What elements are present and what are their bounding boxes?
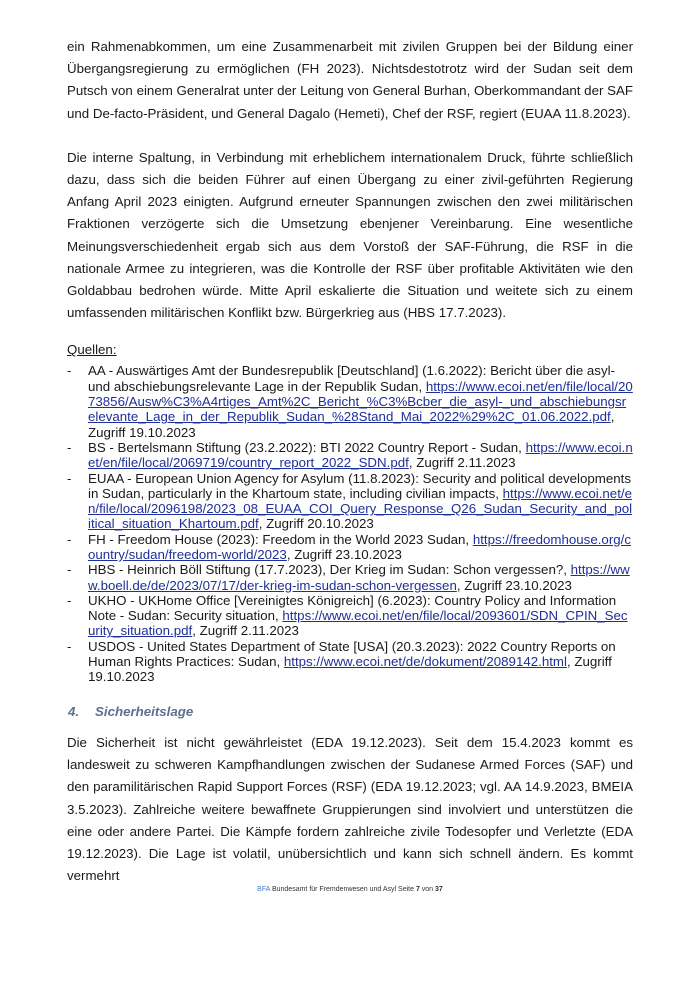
source-item-fh xyxy=(67,532,633,563)
source-item-euaa xyxy=(67,471,633,532)
document-page xyxy=(67,36,633,888)
source-item-bs xyxy=(67,440,633,471)
source-text: FH - Freedom House (2023): Freedom in the World 2023 Sudan, xyxy=(88,531,473,547)
source-item-usdos xyxy=(67,639,633,685)
sources-list xyxy=(67,363,633,684)
section-title: Sicherheitslage xyxy=(95,703,194,719)
source-access: , Zugriff 23.10.2023 xyxy=(286,547,402,562)
bullet-dash: - xyxy=(67,470,72,486)
source-access: , Zugriff 19.10.2023 xyxy=(88,654,612,685)
bullet-dash: - xyxy=(67,562,72,578)
footer-brand: BFA xyxy=(257,886,271,893)
source-item-hbs xyxy=(67,562,633,593)
source-access: , Zugriff 19.10.2023 xyxy=(88,409,615,440)
source-link[interactable]: https://www.ecoi.net/en/file/local/2093601/SDN_CPIN_Security_situation.pdf xyxy=(88,608,628,639)
footer-org: Bundesamt für Fremdenwesen und Asyl Seite xyxy=(270,886,416,893)
source-access: , Zugriff 2.11.2023 xyxy=(408,455,516,471)
source-link[interactable]: https://www.ecoi.net/en/file/local/2096198/2023_08_EUAA_COI_Query_Response_Q26_Sudan_Security_and_political_situation_Khartoum.pdf xyxy=(88,485,633,532)
source-text: HBS - Heinrich Böll Stiftung (17.7.2023), Der Krieg im Sudan: Schon vergessen?, xyxy=(88,562,571,578)
source-item-aa xyxy=(67,363,633,439)
bullet-dash: - xyxy=(67,531,72,547)
bullet-dash: - xyxy=(67,439,72,455)
footer-page-number: 7 xyxy=(415,886,420,893)
footer-of: von xyxy=(419,886,436,893)
source-link[interactable]: https://www.ecoi.net/en/file/local/2073856/Ausw%C3%A4rtiges_Amt%2C_Bericht_%C3%Bcber_die_asyl-_und_abschiebungsrelevante_Lage_in_der_Republik_Sudan_%28Stand_Mai_2022%29%2C_01.06.2022.pdf xyxy=(88,378,633,425)
source-access: , Zugriff 2.11.2023 xyxy=(192,623,299,639)
source-item-ukho xyxy=(67,593,633,639)
bullet-dash: - xyxy=(67,638,72,654)
source-text: BS - Bertelsmann Stiftung (23.2.2022): BTI 2022 Country Report - Sudan, xyxy=(88,439,526,455)
section-heading xyxy=(67,702,633,722)
source-link[interactable]: https://www.ecoi.net/en/file/local/2069719/country_report_2022_SDN.pdf xyxy=(88,439,633,471)
paragraph-governance: ein Rahmenabkommen, um eine Zusammenarbeit mit zivilen Gruppen bei der Bildung einer Übergangsregierung zu ermöglichen (FH 2023). Nichtsdestotrotz wird der Sudan seit dem Putsch von einem Generalrat unter der Leitung von General Burhan, Oberkommandant der SAF und De-facto-Präsident, und General Dagalo (Hemeti), Chef der RSF, regiert (EUAA 11.8.2023). xyxy=(67,39,633,121)
sources-label: Quellen: xyxy=(67,342,117,358)
source-text: USDOS - United States Department of State [USA] (20.3.2023): 2022 Country Reports on Human Rights Practices: Sudan, xyxy=(88,638,616,670)
section-number: 4. xyxy=(68,703,80,719)
source-access: , Zugriff 23.10.2023 xyxy=(456,577,572,593)
paragraph-security-situation: Die Sicherheit ist nicht gewährleistet (EDA 19.12.2023). Seit dem 15.4.2023 kommt es landesweit zu schweren Kampfhandlungen zwischen der Sudanese Armed Forces (SAF) und den paramilitärischen Rapid Support Forces (RSF) (EDA 19.12.2023; vgl. AA 14.9.2023, BMEIA 3.5.2023). Zahlreiche weitere bewaffnete Gruppierungen sind involviert und unterstützen die eine oder andere Partei. Die Kämpfe fordern zahlreiche zivile Todesopfer und Verletzte (EDA 19.12.2023). Die Lage ist volatil, unübersichtlich und kann sich schnell ändern. Es kommt vermehrt xyxy=(67,734,633,884)
bullet-dash: - xyxy=(67,592,72,608)
source-access: , Zugriff 20.10.2023 xyxy=(258,516,374,532)
source-link[interactable]: https://www.boell.de/de/2023/07/17/der-krieg-im-sudan-schon-vergessen xyxy=(88,562,630,593)
source-text: UKHO - UKHome Office [Vereinigtes Königreich] (6.2023): Country Policy and Information Note - Sudan: Security situation, xyxy=(88,592,617,624)
footer-page-total: 37 xyxy=(435,886,443,893)
bullet-dash: - xyxy=(67,363,72,379)
paragraph-conflict-escalation: Die interne Spaltung, in Verbindung mit erheblichem internationalem Druck, führte schließlich dazu, dass sich die beiden Führer auf einen Übergang zu einer zivil-geführten Regierung Anfang April 2023 einigten. Aufgrund erneuter Spannungen zwischen den zwei militärischen Fraktionen verzögerte sich die Umsetzung ebenjener Vereinbarung. Eine wesentliche Meinungsverschiedenheit ergab sich aus dem Vorstoß der SAF-Führung, die RSF in die nationale Armee zu integrieren, was die Kontrolle der RSF über profitable Aktivitäten wie den Goldabbau bedrohen würde. Mitte April eskalierte die Situation und weitete sich zu einem umfassenden militärischen Konflikt bzw. Bürgerkrieg aus (HBS 17.7.2023). xyxy=(67,149,633,321)
source-text: EUAA - European Union Agency for Asylum (11.8.2023): Security and political developments in Sudan, particularly in the Khartoum state, including civilian impacts, xyxy=(88,470,632,501)
source-link[interactable]: https://freedomhouse.org/country/sudan/freedom-world/2023 xyxy=(88,531,631,562)
source-link[interactable]: https://www.ecoi.net/de/dokument/2089142.html xyxy=(283,654,567,670)
page-footer xyxy=(0,886,700,893)
source-text: AA - Auswärtiges Amt der Bundesrepublik [Deutschland] (1.6.2022): Bericht über die asyl- und abschiebungsrelevante Lage in der Republik Sudan, xyxy=(88,363,615,394)
